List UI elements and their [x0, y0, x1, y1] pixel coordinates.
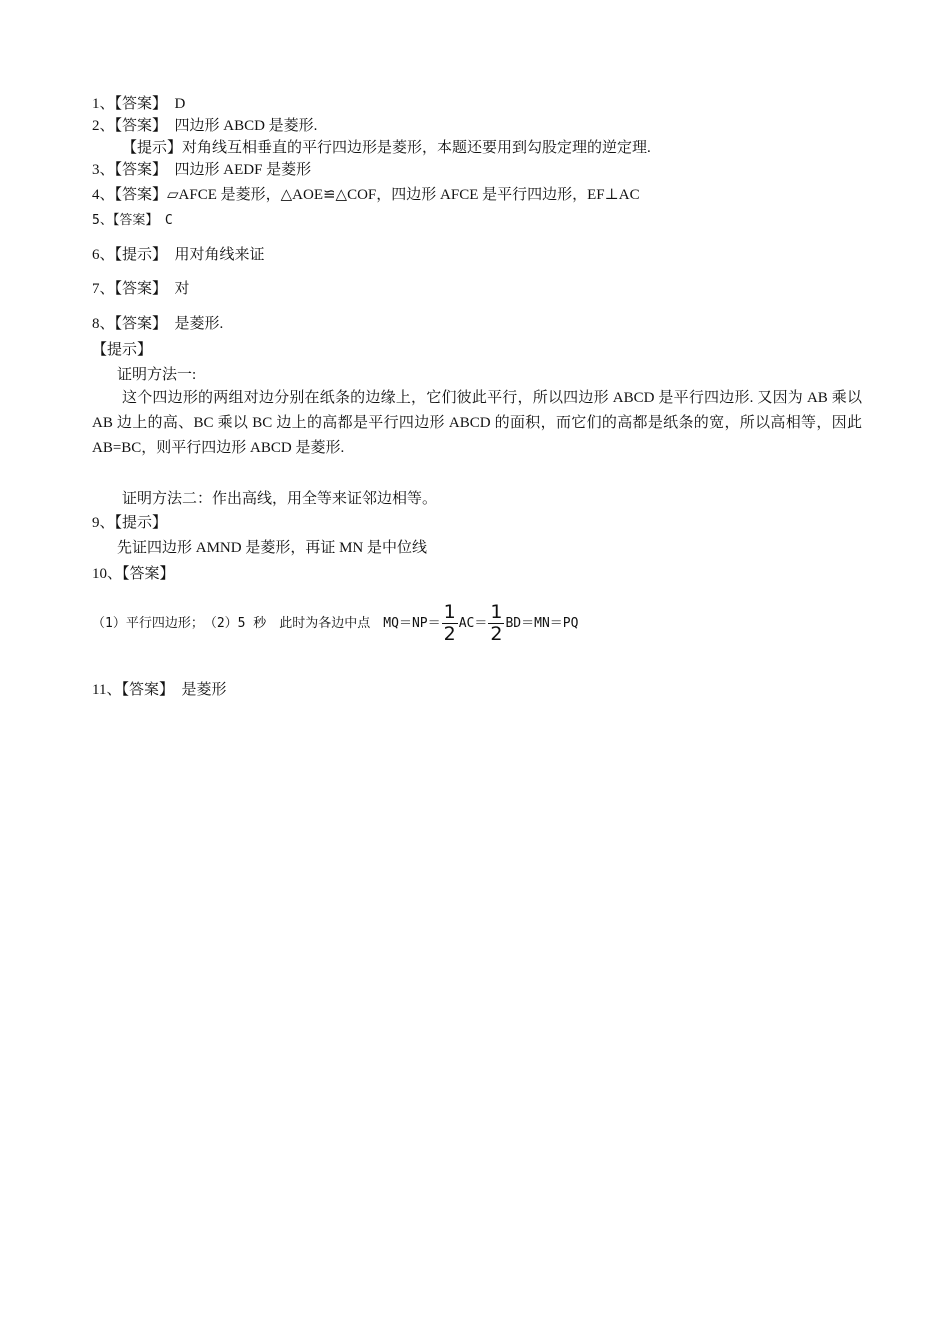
answer-10-content — [92, 601, 578, 647]
proof-method-1-title: 证明方法一: — [117, 367, 197, 383]
fraction-numerator: 1 — [490, 601, 503, 623]
answer-10: 10、【答案】 — [92, 566, 175, 582]
hint-6: 6、【提示】 用对角线来证 — [92, 247, 265, 263]
fraction-numerator: 1 — [443, 601, 456, 623]
fraction-one-half — [488, 602, 504, 645]
answer-10-part-a: （1）平行四边形； （2）5 秒 此时为各边中点 MQ＝NP＝ — [92, 616, 441, 631]
answer-2: 2、【答案】 四边形 ABCD 是菱形. — [92, 118, 318, 134]
fraction-one-half — [442, 602, 458, 645]
answer-4: 4、【答案】▱AFCE 是菱形，△AOE≌△COF，四边形 AFCE 是平行四边形，EF⊥AC — [92, 187, 640, 203]
hint-9-body: 先证四边形 AMND 是菱形，再证 MN 是中位线 — [117, 540, 428, 556]
hint-9: 9、【提示】 — [92, 515, 168, 531]
answer-3: 3、【答案】 四边形 AEDF 是菱形 — [92, 162, 312, 178]
answer-1: 1、【答案】 D — [92, 96, 186, 112]
answer-7: 7、【答案】 对 — [92, 281, 190, 297]
answer-10-part-b: AC＝ — [458, 616, 488, 631]
answer-8: 8、【答案】 是菱形. — [92, 316, 224, 332]
fraction-denominator: 2 — [490, 623, 503, 645]
proof-method-2: 证明方法二：作出高线，用全等来证邻边相等。 — [122, 491, 438, 507]
fraction-denominator: 2 — [443, 623, 456, 645]
answer-10-part-c: BD＝MN＝PQ — [505, 616, 579, 631]
answer-11: 11、【答案】 是菱形 — [92, 682, 227, 698]
hint-2: 【提示】对角线互相垂直的平行四边形是菱形，本题还要用到勾股定理的逆定理. — [122, 140, 651, 156]
answer-5: 5、【答案】 C — [92, 213, 173, 228]
proof-method-1-body: 这个四边形的两组对边分别在纸条的边缘上，它们彼此平行，所以四边形 ABCD 是平行四边形. 又因为 AB 乘以 AB 边上的高、BC 乘以 BC 边上的高都是平行四边形 ABCD 的面积，而它们的高都是纸条的宽，所以高相等，因此 AB=BC，则平行四边形 ABCD 是菱形. — [92, 390, 862, 456]
hint-8-heading: 【提示】 — [92, 342, 153, 358]
